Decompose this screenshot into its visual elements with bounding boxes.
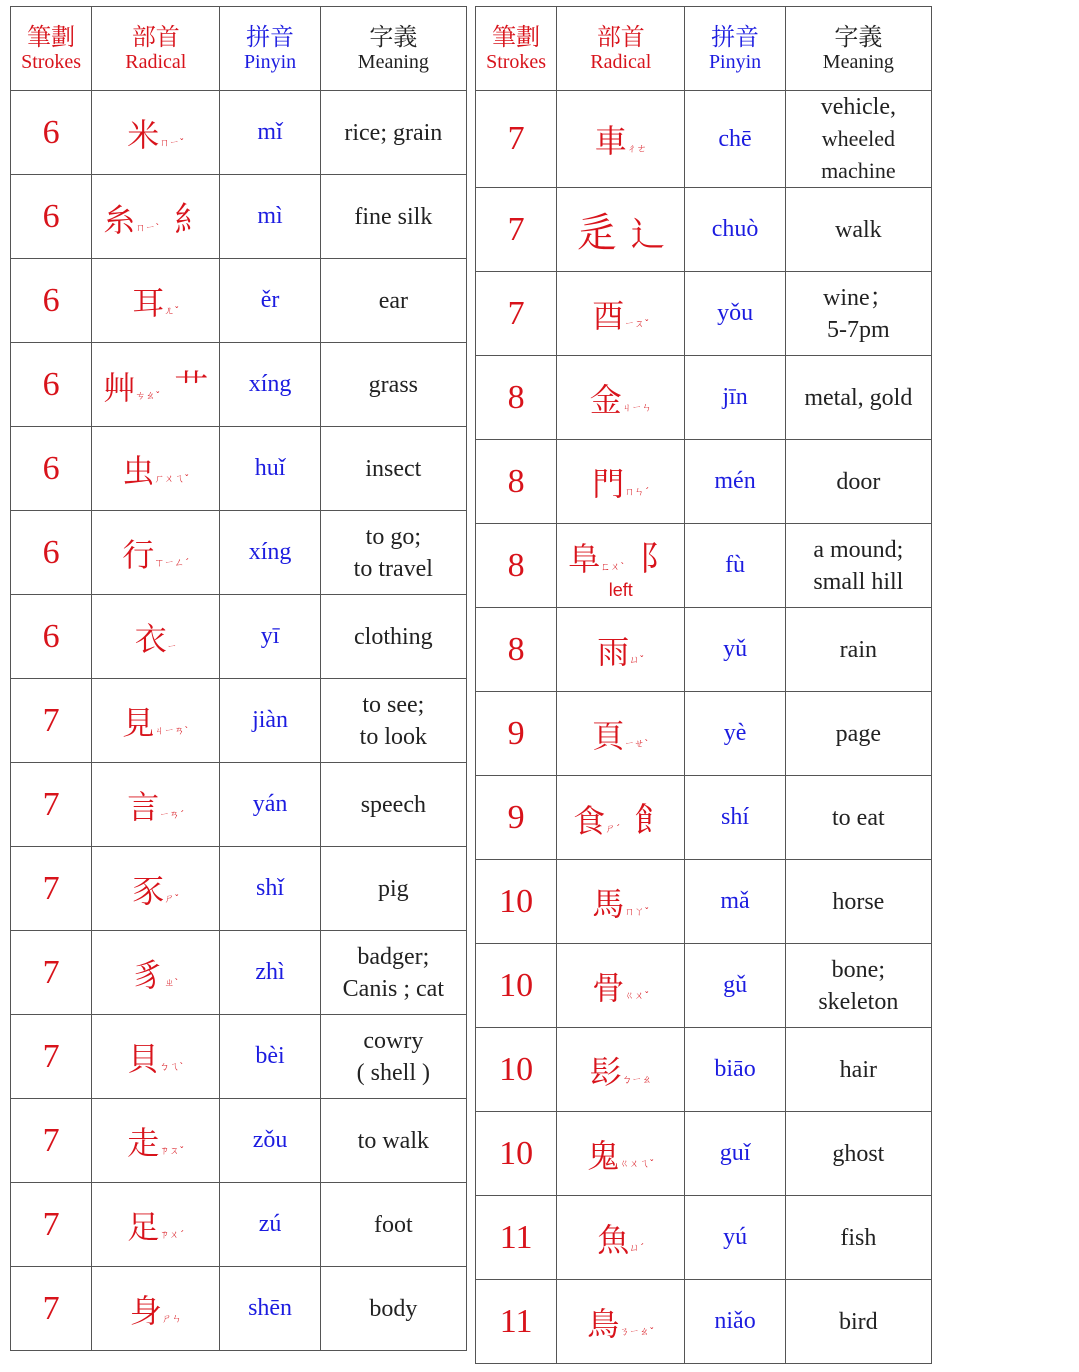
meaning-cell (320, 175, 466, 259)
pinyin-cell: zhì (220, 931, 320, 1015)
radical-character: 頁 (592, 716, 625, 755)
zhuyin-annotation: ㄇㄧˇ (159, 137, 185, 149)
meaning-line: cowry (363, 1027, 424, 1054)
header-meaning-en: Meaning (357, 50, 429, 73)
zhuyin-annotation: ㄕˊ (605, 824, 621, 835)
stroke-count: 10 (476, 944, 557, 1028)
radical-cell (92, 847, 220, 931)
stroke-count: 7 (11, 847, 92, 931)
pinyin-cell: shí (685, 776, 785, 860)
radical-cell (92, 931, 220, 1015)
header-strokes-en: Strokes (21, 50, 82, 73)
header-strokes (476, 7, 557, 91)
zhuyin-annotation: ㄧㄝˋ (624, 738, 650, 750)
radical-variant-note: left (608, 579, 633, 600)
stroke-count: 6 (11, 511, 92, 595)
stroke-count: 7 (476, 272, 557, 356)
zhuyin-annotation: ㄍㄨㄟˇ (619, 1158, 655, 1170)
pinyin-cell: mì (220, 175, 320, 259)
radical-cell (92, 1015, 220, 1099)
meaning-line: to go; (365, 523, 421, 550)
zhuyin-annotation: ㄩˊ (629, 1242, 645, 1254)
meaning-line: speech (360, 791, 426, 818)
pinyin-cell: mǎ (685, 860, 785, 944)
header-radical-zh: 部首 (596, 22, 645, 51)
zhuyin-annotation: ㄘㄠˇ (135, 391, 161, 402)
table-row (476, 692, 932, 776)
meaning-line: fish (840, 1224, 877, 1251)
pinyin-cell: shēn (220, 1267, 320, 1351)
meaning-line: ( shell ) (356, 1059, 430, 1086)
stroke-count: 6 (11, 175, 92, 259)
header-strokes-zh: 筆劃 (27, 22, 76, 51)
table-row (476, 188, 932, 272)
radical-cell (557, 524, 685, 608)
meaning-line: rain (839, 636, 877, 663)
pinyin-cell: zú (220, 1183, 320, 1267)
meaning-line: grass (368, 371, 418, 398)
meaning-line: metal, gold (804, 384, 913, 411)
radical-cell (557, 860, 685, 944)
radical-cell (557, 91, 685, 188)
table-row (11, 1015, 467, 1099)
meaning-line: machine (821, 158, 896, 183)
radical-character: 馬 (592, 884, 625, 923)
header-pinyin (220, 7, 320, 91)
radical-character: 髟 (589, 1052, 622, 1091)
header-radical (92, 7, 220, 91)
header-meaning-en: Meaning (822, 50, 894, 73)
pinyin-cell: bèi (220, 1015, 320, 1099)
radical-cell (92, 343, 220, 427)
radical-table-left (10, 6, 467, 1351)
zhuyin-annotation: ㄅㄟˋ (159, 1061, 185, 1073)
zhuyin-annotation: ㄗㄡˇ (159, 1145, 185, 1157)
meaning-line: vehicle, (820, 94, 896, 120)
meaning-cell (320, 595, 466, 679)
meaning-line: a mound; (813, 536, 904, 563)
pinyin-cell: yǔ (685, 608, 785, 692)
radical-rows-right (476, 91, 932, 1364)
header-pinyin-en: Pinyin (708, 50, 762, 73)
zhuyin-annotation: ㄧ (166, 641, 177, 653)
table-row (476, 524, 932, 608)
pinyin-cell: huǐ (220, 427, 320, 511)
pinyin-cell: xíng (220, 511, 320, 595)
header-radical-en: Radical (590, 50, 652, 73)
table-row (11, 175, 467, 259)
stroke-count: 7 (11, 1099, 92, 1183)
zhuyin-annotation: ㄅㄧㄠ (621, 1074, 652, 1086)
pinyin-cell: shǐ (220, 847, 320, 931)
meaning-cell (785, 776, 931, 860)
meaning-cell (785, 272, 931, 356)
stroke-count: 8 (476, 524, 557, 608)
meaning-line: walk (835, 216, 882, 243)
pinyin-cell: niǎo (685, 1280, 785, 1364)
radical-character: 豸 (132, 955, 165, 994)
table-row (476, 1112, 932, 1196)
zhuyin-annotation: ㄔㄜ (626, 144, 647, 155)
radical-cell (557, 1112, 685, 1196)
meaning-line: Canis ; cat (342, 975, 444, 1002)
meaning-line: door (836, 468, 881, 495)
pinyin-cell: mén (685, 440, 785, 524)
radical-character: 骨 (592, 968, 625, 1007)
zhuyin-annotation: ㄩˇ (629, 654, 645, 666)
pinyin-cell: chuò (685, 188, 785, 272)
zhuyin-annotation: ㄇㄣˊ (624, 486, 650, 498)
zhuyin-annotation: ㄕˇ (164, 893, 180, 905)
header-pinyin-zh: 拼音 (711, 22, 760, 51)
header-pinyin (685, 7, 785, 91)
stroke-count: 7 (476, 91, 557, 188)
radical-cell (557, 608, 685, 692)
meaning-line: pig (378, 875, 409, 902)
pinyin-cell: zǒu (220, 1099, 320, 1183)
radical-cell (92, 595, 220, 679)
table-row (476, 440, 932, 524)
radical-character: 行 (122, 535, 155, 574)
radical-cell (557, 776, 685, 860)
stroke-count: 9 (476, 776, 557, 860)
meaning-line: hair (839, 1056, 877, 1083)
pinyin-cell: yǒu (685, 272, 785, 356)
meaning-line: badger; (357, 943, 430, 970)
table-row (11, 343, 467, 427)
meaning-cell (785, 944, 931, 1028)
meaning-cell (320, 931, 466, 1015)
radical-cell (92, 175, 220, 259)
radical-variant: 阝 (639, 538, 674, 579)
radical-character: 鳥 (587, 1304, 620, 1343)
table-row (11, 595, 467, 679)
meaning-line: bird (839, 1308, 878, 1335)
meaning-line: body (369, 1295, 418, 1322)
radical-cell (557, 272, 685, 356)
radical-variant: 糹 (174, 200, 209, 240)
stroke-count: 8 (476, 440, 557, 524)
stroke-count: 11 (476, 1196, 557, 1280)
zhuyin-annotation: ㄦˇ (164, 305, 180, 317)
header-pinyin-zh: 拼音 (246, 22, 295, 51)
meaning-cell (785, 692, 931, 776)
radical-character: 艸 (103, 369, 136, 407)
pinyin-cell: chē (685, 91, 785, 188)
radical-cell (92, 1099, 220, 1183)
table-row (11, 763, 467, 847)
pinyin-cell: yú (685, 1196, 785, 1280)
header-meaning (320, 7, 466, 91)
pinyin-cell: fù (685, 524, 785, 608)
table-row (11, 427, 467, 511)
zhuyin-annotation: ㄧㄢˊ (159, 809, 185, 821)
zhuyin-annotation: ㄓˋ (164, 977, 180, 989)
stroke-count: 10 (476, 1112, 557, 1196)
zhuyin-annotation: ㄇㄧˋ (135, 223, 161, 234)
stroke-count: 6 (11, 427, 92, 511)
radical-cell (92, 1267, 220, 1351)
radical-cell (557, 440, 685, 524)
meaning-line: to look (359, 723, 427, 750)
meaning-line: page (835, 720, 881, 747)
table-row (11, 511, 467, 595)
table-row (11, 847, 467, 931)
radical-cell (557, 188, 685, 272)
meaning-cell (320, 847, 466, 931)
header-strokes (11, 7, 92, 91)
table-row (476, 944, 932, 1028)
zhuyin-annotation: ㄐㄧㄣ (621, 402, 652, 414)
zhuyin-annotation: ㄇㄚˇ (624, 906, 650, 918)
meaning-line: ear (378, 287, 408, 314)
meaning-line: ghost (832, 1140, 885, 1167)
radical-cell (92, 679, 220, 763)
stroke-count: 11 (476, 1280, 557, 1364)
meaning-line: skeleton (818, 988, 899, 1015)
meaning-cell (320, 259, 466, 343)
radical-cell (92, 259, 220, 343)
radical-variant: 飠 (634, 801, 669, 841)
pinyin-cell: jiàn (220, 679, 320, 763)
radical-character: 金 (589, 380, 622, 419)
radical-character: 足 (127, 1207, 160, 1246)
zhuyin-annotation: ㄏㄨㄟˇ (154, 473, 190, 485)
table-row (476, 356, 932, 440)
radical-cell (557, 1028, 685, 1112)
radical-cell (557, 356, 685, 440)
radical-cell (557, 1196, 685, 1280)
header-strokes-zh: 筆劃 (492, 22, 541, 51)
radical-rows-left (11, 91, 467, 1351)
table-row (11, 1183, 467, 1267)
meaning-line: clothing (354, 623, 433, 650)
stroke-count: 10 (476, 1028, 557, 1112)
radical-character: 見 (122, 703, 155, 742)
radical-character: 車 (594, 122, 627, 160)
meaning-line: fine silk (354, 203, 433, 230)
stroke-count: 10 (476, 860, 557, 944)
stroke-count: 7 (11, 763, 92, 847)
meaning-cell (320, 343, 466, 427)
radical-character: 豕 (132, 871, 165, 910)
zhuyin-annotation: ㄋㄧㄠˇ (619, 1326, 655, 1338)
pinyin-cell: xíng (220, 343, 320, 427)
pinyin-cell: yī (220, 595, 320, 679)
stroke-count: 7 (11, 931, 92, 1015)
radical-cell (92, 91, 220, 175)
radical-cell (92, 427, 220, 511)
header-meaning-zh: 字義 (834, 22, 883, 51)
table-row (476, 776, 932, 860)
stroke-count: 6 (11, 259, 92, 343)
header-meaning-zh: 字義 (369, 22, 418, 51)
meaning-cell (320, 91, 466, 175)
meaning-line: bone; (831, 956, 885, 983)
radical-cell (557, 692, 685, 776)
pinyin-cell: guǐ (685, 1112, 785, 1196)
radical-character: 言 (127, 787, 160, 826)
pinyin-cell: gǔ (685, 944, 785, 1028)
radical-character: 雨 (597, 632, 630, 671)
header-row (11, 7, 467, 91)
meaning-cell (320, 1267, 466, 1351)
table-row (11, 931, 467, 1015)
table-row (11, 679, 467, 763)
stroke-count: 6 (11, 343, 92, 427)
stroke-count: 7 (11, 1015, 92, 1099)
pinyin-cell: jīn (685, 356, 785, 440)
zhuyin-annotation: ㄍㄨˇ (624, 990, 650, 1002)
header-strokes-en: Strokes (486, 50, 547, 73)
meaning-cell (785, 1280, 931, 1364)
header-radical-en: Radical (125, 50, 187, 73)
radical-character: 阜 (568, 539, 601, 578)
radical-character: 走 (127, 1123, 160, 1162)
radical-table-right (475, 6, 932, 1364)
meaning-line: small hill (813, 568, 904, 595)
zhuyin-annotation: ㄗㄨˊ (159, 1229, 185, 1241)
pinyin-cell: biāo (685, 1028, 785, 1112)
header-meaning (785, 7, 931, 91)
radical-character: 耳 (132, 283, 165, 322)
pinyin-cell: yè (685, 692, 785, 776)
radical-variant: 艹 (174, 368, 209, 408)
meaning-line: 5-7pm (827, 316, 890, 343)
radical-cell (92, 763, 220, 847)
pinyin-cell: ěr (220, 259, 320, 343)
meaning-cell (785, 91, 931, 188)
meaning-cell (785, 524, 931, 608)
radical-character: 虫 (122, 451, 155, 490)
meaning-line: to see; (362, 691, 425, 718)
meaning-cell (320, 511, 466, 595)
radical-character: 貝 (127, 1039, 160, 1078)
meaning-cell (320, 1183, 466, 1267)
pinyin-cell: mǐ (220, 91, 320, 175)
zhuyin-annotation: ㄧㄡˇ (624, 318, 650, 330)
meaning-line: wheeled (821, 126, 895, 151)
radical-character: 身 (129, 1291, 162, 1330)
radical-cell (557, 944, 685, 1028)
table-row (11, 1267, 467, 1351)
meaning-cell (785, 1196, 931, 1280)
stroke-count: 8 (476, 608, 557, 692)
radical-character: 酉 (592, 296, 625, 335)
stroke-count: 6 (11, 595, 92, 679)
radical-cell (557, 1280, 685, 1364)
header-radical-zh: 部首 (131, 22, 180, 51)
radical-cell (92, 1183, 220, 1267)
zhuyin-annotation: ㄐㄧㄢˋ (154, 725, 190, 737)
meaning-cell (320, 1099, 466, 1183)
meaning-cell (320, 679, 466, 763)
meaning-line: to eat (832, 804, 885, 831)
meaning-line: to travel (353, 555, 433, 582)
stroke-count: 7 (476, 188, 557, 272)
meaning-cell (785, 860, 931, 944)
table-row (476, 1280, 932, 1364)
meaning-line: wine； (823, 284, 894, 311)
stroke-count: 8 (476, 356, 557, 440)
table-row (11, 91, 467, 175)
meaning-cell (320, 1015, 466, 1099)
radical-character: 糸 (103, 201, 136, 239)
table-row (476, 608, 932, 692)
meaning-cell (320, 763, 466, 847)
radical-character: 鬼 (587, 1136, 620, 1175)
header-row (476, 7, 932, 91)
table-row (476, 1196, 932, 1280)
zhuyin-annotation: ㄕㄣ (161, 1313, 182, 1325)
meaning-line: to walk (357, 1127, 429, 1154)
header-pinyin-en: Pinyin (243, 50, 297, 73)
zhuyin-annotation: ㄈㄨˋ (600, 561, 626, 573)
meaning-cell (785, 1028, 931, 1112)
meaning-cell (785, 1112, 931, 1196)
meaning-cell (785, 188, 931, 272)
stroke-count: 6 (11, 91, 92, 175)
meaning-line: horse (832, 888, 885, 915)
radical-variant: 辶 (630, 215, 665, 255)
stroke-count: 7 (11, 1267, 92, 1351)
table-row (476, 860, 932, 944)
zhuyin-annotation: ㄒㄧㄥˊ (154, 557, 190, 569)
stroke-count: 9 (476, 692, 557, 776)
radical-character: 食 (573, 802, 606, 840)
table-row (11, 1099, 467, 1183)
meaning-line: rice; grain (344, 119, 443, 146)
pinyin-cell: yán (220, 763, 320, 847)
radical-character: 門 (592, 464, 625, 503)
stroke-count: 7 (11, 679, 92, 763)
meaning-cell (785, 608, 931, 692)
header-radical (557, 7, 685, 91)
radical-character: 米 (127, 115, 160, 154)
radical-cell (92, 511, 220, 595)
meaning-line: insect (365, 455, 422, 482)
table-row (476, 91, 932, 188)
meaning-line: foot (374, 1211, 413, 1238)
stroke-count: 7 (11, 1183, 92, 1267)
table-row (476, 1028, 932, 1112)
radical-character: 辵 (576, 210, 617, 256)
meaning-cell (785, 356, 931, 440)
table-row (11, 259, 467, 343)
meaning-cell (320, 427, 466, 511)
meaning-cell (785, 440, 931, 524)
radical-character: 魚 (597, 1220, 630, 1259)
radical-character: 衣 (134, 619, 167, 658)
table-row (476, 272, 932, 356)
